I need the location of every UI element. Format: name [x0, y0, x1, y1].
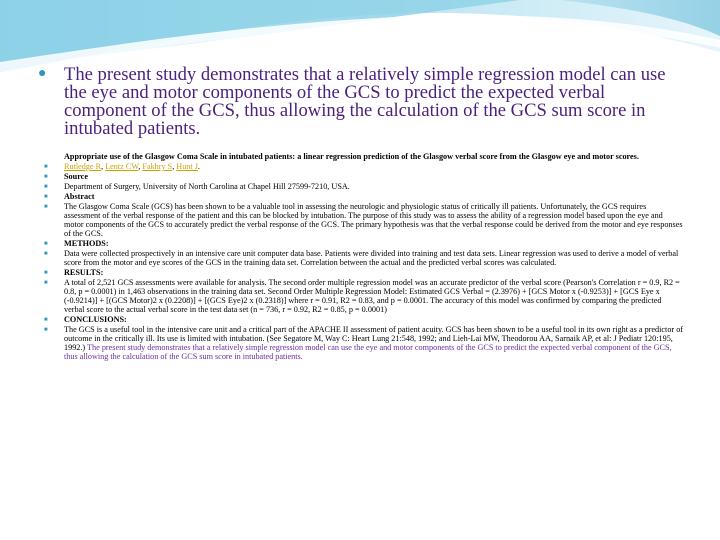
- bullet-icon: ■: [44, 317, 48, 324]
- author-link[interactable]: Lentz CW: [105, 162, 139, 171]
- main-point-text: The present study demonstrates that a relatively simple regression model can use the eye and motor components of the GCS to predict the expected verbal component of the GCS, thus allowing the calculation of the GCS sum score in intubated patients.: [64, 64, 666, 139]
- author-link[interactable]: Hunt J: [176, 162, 198, 171]
- list-item-conclusions-text: ■ The GCS is a useful tool in the intensive care unit and a critical part of the APACHE II assessment of patient acuity. GCS has been shown to be a useful tool in its own right as a predictor of outcome in the critically ill. Its use is limited with intubation. (See Segatore M, Way C: Heart Lung 21:548, 1992; and Lieh-Lai MW, Theodorou AA, Sarnaik AP, et al: J Pediatr 120:195, 1992.) The present study demonstrates that a relatively simple regression model can use the eye and motor components of the GCS to predict the expected verbal component of the GCS, thus allowing the calculation of the GCS sum score in intubated patients.: [44, 325, 684, 361]
- bullet-icon: ■: [44, 174, 48, 181]
- list-item-source-text: ■ Department of Surgery, University of North Carolina at Chapel Hill 27599-7210, USA.: [44, 182, 350, 192]
- slide-content: [36, 66, 684, 362]
- list-item-abstract-text: ■ The Glasgow Coma Scale (GCS) has been shown to be a valuable tool in assessing the neurologic and physiologic status of critically ill patients. Unfortunately, the GCS requires assessment of the verbal response of the patient and this can be blocked by intubation. The purpose of this study was to assess the ability of a regression model based upon the eye and motor components of the GCS to accurately predict the verbal response of the GCS. The primary hypothesis was that the verbal response could be derived from the motor and eye responses of the GCS.: [44, 202, 683, 239]
- list-item-results-label: ■ RESULTS:: [44, 268, 104, 278]
- author-link[interactable]: Fakhry S: [142, 162, 173, 171]
- bullet-icon: ■: [44, 184, 48, 191]
- list-item-methods-text: ■ Data were collected prospectively in an intensive care unit computer data base. Patients were divided into training and test data sets. Linear regression was used to derive a model of verbal score from the motor and eye scores of the GCS in the training data set. Correlation between the actual and the predicted verbal scores was calculated.: [44, 249, 679, 268]
- bullet-icon: ■: [44, 164, 48, 170]
- bullet-icon: ■: [44, 270, 48, 277]
- abstract-list: [36, 163, 684, 362]
- list-item-conclusions-label: ■ CONCLUSIONS:: [44, 315, 127, 325]
- list-item-abstract-label: ■ Abstract: [44, 192, 95, 202]
- bullet-icon: ■: [44, 194, 48, 201]
- list-item-source-label: ■ Source: [44, 172, 88, 182]
- bullet-icon: ■: [44, 280, 48, 287]
- bullet-icon: ●: [38, 66, 47, 81]
- conclusions-highlight: The present study demonstrates that a relatively simple regression model can use the eye and motor components of the GCS to predict the expected verbal component of the GCS, thus allowing the calculation of the GCS sum score in intubated patients.: [64, 343, 672, 361]
- bullet-icon: ■: [44, 241, 48, 248]
- list-item-authors: ■ Rutledge R, Lentz CW, Fakhry S, Hunt J.: [44, 162, 200, 171]
- bullet-icon: ■: [44, 204, 48, 211]
- list-item-methods-label: ■ METHODS:: [44, 239, 109, 249]
- main-point: [36, 66, 684, 138]
- author-link[interactable]: Rutledge R: [64, 162, 102, 171]
- bullet-icon: ■: [44, 327, 48, 334]
- bullet-icon: ■: [44, 251, 48, 258]
- article-title: Appropriate use of the Glasgow Coma Scale in intubated patients: a linear regression prediction of the Glasgow verbal score from the Glasgow eye and motor scores.: [64, 152, 639, 161]
- list-item-results-text: ■ A total of 2,521 GCS assessments were available for analysis. The second order multiple regression model was an accurate predictor of the verbal score (Pearson's Correlation r = 0.9, R2 = 0.8, p = 0.0001) in 1,463 observations in the training data set. Second Order Multiple Regression Model: Estimated GCS Verbal = (2.3976) + [GCS Motor x (-0.9253)] + [GCS Eye x (-0.9214)] + [(GCS Motor)2 x (0.2208)] + [(GCS Eye)2 x (0.2318)] where r = 0.91, R2 = 0.83, and p = 0.0001. The accuracy of this model was confirmed by comparing the predicted verbal score to the actual verbal score in the test data set (n = 736, r = 0.92, R2 = 0.85, p = 0.0001): [44, 278, 680, 315]
